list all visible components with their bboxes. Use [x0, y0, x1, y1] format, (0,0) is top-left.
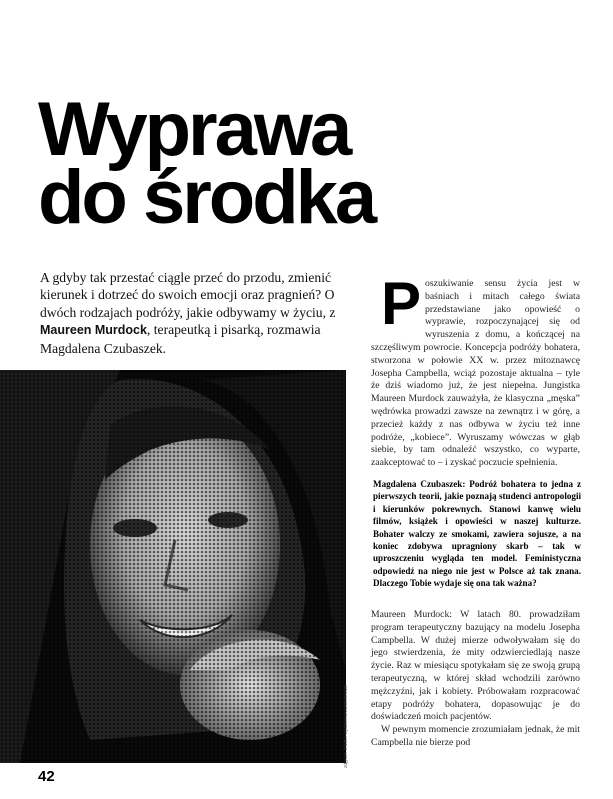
lead-text-end: , terapeutką i pisarką, rozmawia Magdalena Czubaszek.: [40, 322, 321, 356]
page-number: 42: [38, 768, 55, 785]
intro-text: oszukiwanie sensu życia jest w baśniach i mitach całego świata przedstawiane jako opowieść o wyprawie, rozpoczynającej się od wyruszenia z domu, a kończącej na szczęśliwym powrocie. Koncepcja podróży bohatera, stworzona w połowie XX w. przez mitoznawcę Josepha Campbella, wciąż pozostaje aktualna – tyle że dziś wiadomo już, że jest niepełna. Jungistka Maureen Murdock zauważyła, że klasyczna „męska” wędrówka prowadzi zawsze na zewnątrz i w górę, a przecież każdy z nas odbywa w życiu też inne podróże, „kobiece”. Wyruszamy wówczas w głąb siebie, by tam odnaleźć wszystko, co wyparte, zaakceptować to – i zyskać poczucie spełnienia.: [371, 278, 580, 469]
drop-cap: P: [381, 270, 422, 337]
portrait-photo: [0, 370, 346, 763]
photo-credit: zdjęcie: źródło: wydawnictwo/archiwum: [344, 684, 349, 768]
intro-paragraph: [371, 270, 580, 470]
interview-answer: [371, 609, 580, 750]
answer-paragraph-1: Maureen Murdock: W latach 80. prowadziłam program terapeutyczny bazujący na modelu Josepha Campbella. W dużej mierze odwoływałam się do jego stwierdzenia, że mity odzwierciedlają nasze życie. Raz w miesiącu spotykałam się ze swoją grupą terapeutyczną, w której skład wchodzili zarówno mężczyźni, jak i kobiety. Próbowałam rozpracować etapy podróży bohatera, dopasowując je do doświadczeń moich pacjentów.: [371, 609, 580, 723]
answer-paragraph-2: W pewnym momencie zrozumiałam jednak, że mit Campbella nie bierze pod: [371, 724, 580, 748]
lead-text-start: A gdyby tak przestać ciągle przeć do przodu, zmienić kierunek i dotrzeć do swoich emocji oraz pragnień? O dwóch rodzajach podróży, jakie odbywamy w życiu, z: [40, 270, 336, 320]
lead-paragraph: [40, 269, 358, 357]
article-title: [38, 87, 375, 240]
interview-question: Magdalena Czubaszek: Podróż bohatera to jedna z pierwszych teorii, jakie poznają studenci antropologii i kierunków pokrewnych. Stanowi kanwę wielu filmów, książek i opowieści w naszej kulturze. Bohater walczy ze smokami, zawiera sojusze, a na koniec zdobywa upragniony skarb – tak w uproszczeniu wygląda ten model. Feministyczna odpowiedź na niego nie jest w Polsce aż tak znana. Dlaczego Tobie wydaje się ona tak ważna?: [373, 479, 581, 589]
title-line-1: Wyprawa: [38, 87, 350, 172]
title-line-2: do środka: [38, 155, 375, 240]
halftone-portrait-image: [0, 370, 346, 763]
interviewee-name: Maureen Murdock: [40, 323, 147, 338]
